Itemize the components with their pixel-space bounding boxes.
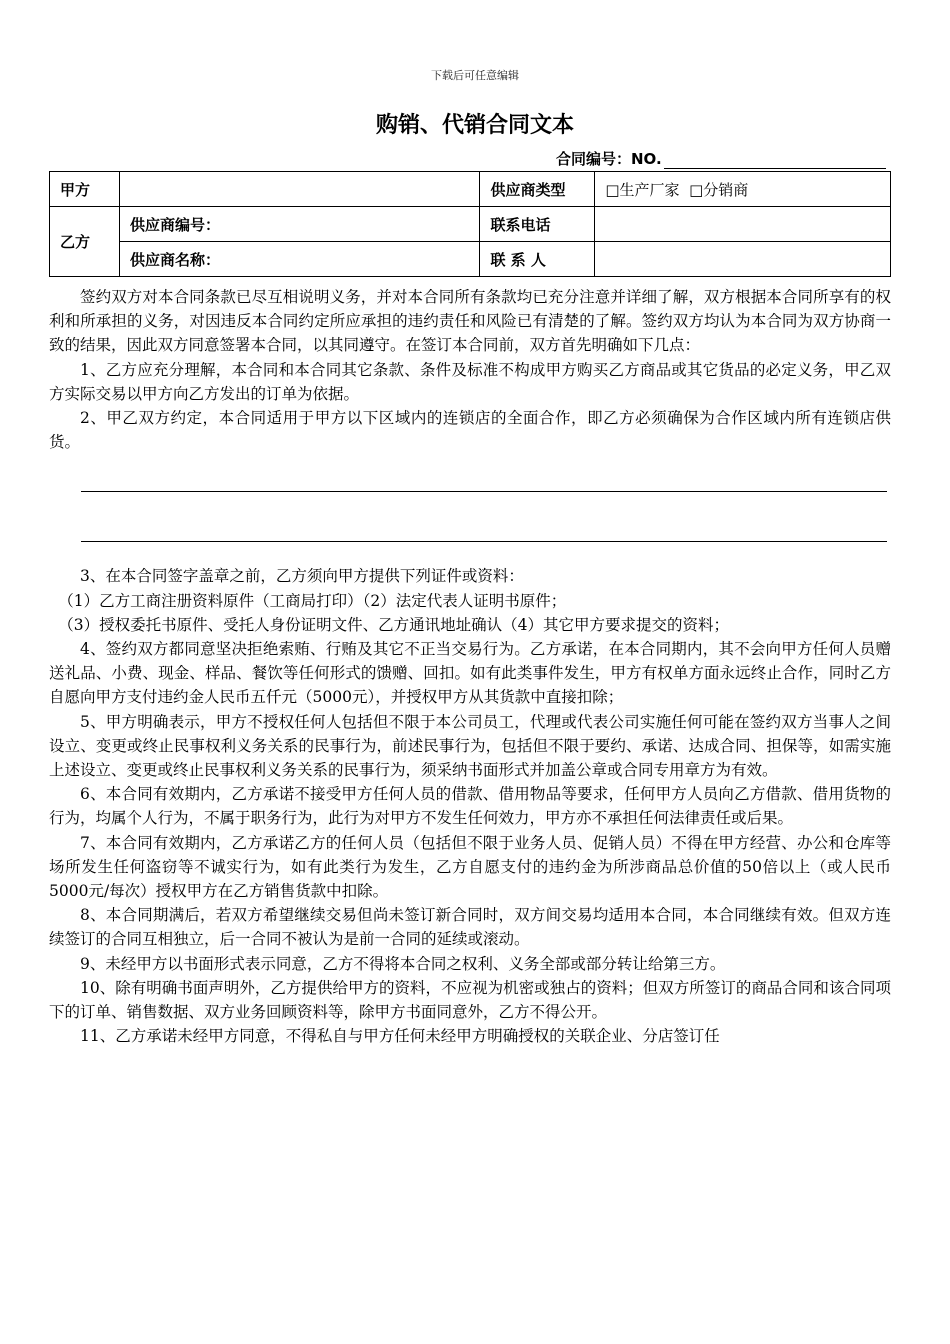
clause-7: 7、本合同有效期内，乙方承诺乙方的任何人员（包括但不限于业务人员、促销人员）不得在甲方经营、办公和仓库等场所发生任何盗窃等不诚实行为，如有此类行为发生，乙方自愿支付的违约金为所涉商品总价值的50倍以上（或人民币5000元/每次）授权甲方在乙方销售货款中扣除。 <box>49 833 891 901</box>
clause-3: 3、在本合同签字盖章之前，乙方须向甲方提供下列证件或资料： <box>80 567 524 586</box>
clause-2: 2、甲乙双方约定，本合同适用于甲方以下区域内的连锁店的全面合作，即乙方必须确保为合作区域内所有连锁店供货。 <box>49 409 891 452</box>
clause-3-items-a: （1）乙方工商注册资料原件（工商局打印）（2）法定代表人证明书原件； <box>58 591 567 610</box>
contact-value <box>595 242 891 277</box>
intro-paragraph: 签约双方对本合同条款已尽互相说明义务，并对本合同所有条款均已充分注意并详细了解，双方根据本合同所享有的权利和所承担的义务，对因违反本合同约定所应承担的违约责任和风险已有清楚的了解。签约双方均认为本合同为双方协商一致的结果，因此双方同意签署本合同，以其同遵守。在签订本合同前，双方首先明确如下几点： <box>49 288 891 355</box>
fill-in-line <box>81 514 887 542</box>
party-a-label: 甲方 <box>50 172 120 207</box>
contract-body <box>49 285 891 1048</box>
table-row <box>50 242 891 277</box>
phone-label: 联系电话 <box>480 207 595 242</box>
contact-label: 联 系 人 <box>480 242 595 277</box>
supplier-type-label: 供应商类型 <box>480 172 595 207</box>
supplier-type-options <box>595 172 891 207</box>
clause-11: 11、乙方承诺未经甲方同意，不得私自与甲方任何未经甲方明确授权的关联企业、分店签订任 <box>80 1027 720 1046</box>
clause-6: 6、本合同有效期内，乙方承诺不接受甲方任何人员的借款、借用物品等要求，任何甲方人员向乙方借款、借用货物的行为，均属个人行为，不属于职务行为，此行为对甲方不发生任何效力，甲方亦不承担任何法律责任或后果。 <box>49 785 891 828</box>
contract-number-blank <box>664 152 886 169</box>
party-b-label: 乙方 <box>50 207 120 277</box>
party-info-table <box>49 171 891 277</box>
contract-number-label: 合同编号：NO. <box>556 150 662 168</box>
party-a-value <box>119 172 480 207</box>
clause-5: 5、甲方明确表示，甲方不授权任何人包括但不限于本公司员工，代理或代表公司实施任何可能在签约双方当事人之间设立、变更或终止民事权利义务关系的民事行为，前述民事行为，包括但不限于要约、承诺、达成合同、担保等，如需实施上述设立、变更或终止民事权利义务关系的民事行为，须采纳书面形式并加盖公章或合同专用章方为有效。 <box>49 712 891 780</box>
header-note: 下载后可任意编辑 <box>431 69 519 82</box>
option-manufacturer: □生产厂家 <box>605 180 680 199</box>
option-distributor: □分销商 <box>689 180 749 199</box>
fill-in-line <box>81 464 887 492</box>
clause-1: 1、乙方应充分理解，本合同和本合同其它条款、条件及标准不构成甲方购买乙方商品或其它货品的必定义务，甲乙双方实际交易以甲方向乙方发出的订单为依据。 <box>49 360 891 403</box>
clause-4: 4、签约双方都同意坚决拒绝索贿、行贿及其它不正当交易行为。乙方承诺，在本合同期内，其不会向甲方任何人员赠送礼品、小费、现金、样品、餐饮等任何形式的馈赠、回扣。如有此类事件发生，甲方有权单方面永远终止合作，同时乙方自愿向甲方支付违约金人民币五仟元（5000元），并授权甲方从其货款中直接扣除； <box>49 640 891 707</box>
contract-number <box>556 148 886 169</box>
clause-10: 10、除有明确书面声明外，乙方提供给甲方的资料，不应视为机密或独占的资料；但双方所签订的商品合同和该合同项下的订单、销售数据、双方业务回顾资料等，除甲方书面同意外，乙方不得公开。 <box>49 978 891 1022</box>
supplier-no-label: 供应商编号： <box>119 207 480 242</box>
document-title: 购销、代销合同文本 <box>375 113 574 138</box>
clause-9: 9、未经甲方以书面形式表示同意，乙方不得将本合同之权利、义务全部或部分转让给第三方。 <box>80 954 726 973</box>
table-row <box>50 207 891 242</box>
phone-value <box>595 207 891 242</box>
supplier-name-label: 供应商名称： <box>119 242 480 277</box>
clause-3-items-b: （3）授权委托书原件、受托人身份证明文件、乙方通讯地址确认（4）其它甲方要求提交的资料； <box>58 615 730 634</box>
table-row <box>50 172 891 207</box>
clause-8: 8、本合同期满后，若双方希望继续交易但尚未签订新合同时，双方间交易均适用本合同，本合同继续有效。但双方连续签订的合同互相独立，后一合同不被认为是前一合同的延续或滚动。 <box>49 906 891 949</box>
